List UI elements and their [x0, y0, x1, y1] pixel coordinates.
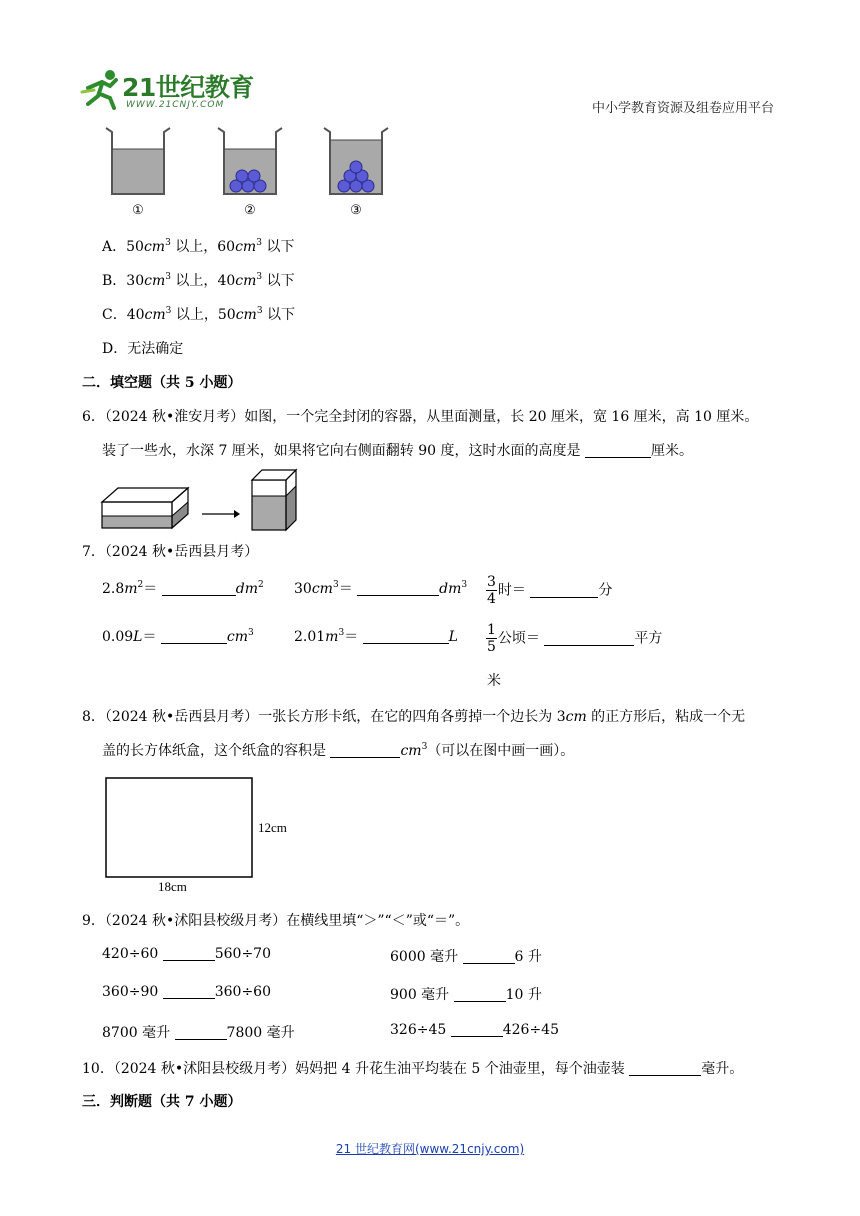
answer-blank[interactable]: [363, 629, 449, 644]
answer-blank[interactable]: [163, 946, 215, 961]
compare-right: 360÷60: [214, 984, 271, 1000]
compare-right: 426÷45: [502, 1022, 559, 1038]
beaker-label-2: ②: [244, 203, 256, 218]
answer-blank[interactable]: [451, 1022, 503, 1037]
unit: cm: [235, 239, 257, 255]
answer-blank[interactable]: [163, 984, 215, 999]
exponent: 3: [338, 628, 345, 638]
q9-item-6: [390, 1022, 559, 1038]
q9-item-5: [102, 1022, 295, 1042]
answer-blank[interactable]: [585, 443, 651, 458]
q6-text: 装了一些水，水深 7 厘米，如果将它向右侧面翻转 90 度，这时水面的高度是: [102, 443, 585, 459]
exponent: 3: [461, 580, 468, 590]
answer-blank[interactable]: [330, 743, 400, 758]
item-text: 时＝: [497, 582, 531, 599]
answer-blank[interactable]: [357, 581, 439, 596]
unit: cm: [226, 629, 249, 645]
exponent: 3: [332, 580, 339, 590]
beaker-3: [324, 128, 388, 194]
logo-text: 21世纪教育: [122, 73, 254, 102]
q9-item-2: [390, 946, 542, 966]
q8-line-1: [82, 706, 745, 726]
value: 2.01: [294, 629, 326, 645]
site-logo: [80, 66, 254, 116]
compare-left: 8700 毫升: [102, 1025, 175, 1041]
exponent: 3: [165, 238, 171, 248]
equals: ＝: [143, 581, 162, 597]
compare-left: 420÷60: [102, 946, 163, 962]
rect-width-label: 18cm: [158, 879, 187, 894]
beaker-label-1: ①: [132, 203, 144, 218]
compare-left: 900 毫升: [390, 987, 454, 1003]
option-c: [102, 304, 295, 324]
compare-right: 10 升: [505, 987, 542, 1003]
q8-text: 的正方形后，粘成一个无: [586, 709, 746, 725]
q10-line: [82, 1058, 743, 1078]
compare-right: 6 升: [514, 949, 542, 965]
unit: cm: [144, 273, 166, 289]
equals: ＝: [344, 629, 363, 645]
equals: ＝: [142, 629, 161, 645]
value: 0.09: [102, 629, 134, 645]
q8-line-2: [102, 740, 574, 760]
q8-text: 盖的长方体纸盒，这个纸盒的容积是: [102, 743, 331, 759]
unit: cm: [143, 239, 166, 255]
exponent: 3: [165, 272, 171, 282]
unit: L: [448, 629, 458, 645]
q7-item-1: [102, 578, 264, 598]
beaker-label-3: ③: [350, 203, 362, 218]
option-value: 40: [126, 307, 145, 323]
answer-blank[interactable]: [530, 583, 598, 598]
option-text: 以下: [262, 273, 295, 289]
q8-text: 8．（2024 秋•岳西县月考）一张长方形卡纸，在它的四角各剪掉一个边长为 3: [82, 709, 566, 725]
cardboard-rectangle: [106, 778, 252, 877]
platform-title: 中小学教育资源及组卷应用平台: [591, 101, 774, 116]
beaker-1: [106, 128, 170, 194]
q6-line-1: 6．（2024 秋•淮安月考）如图，一个完全封闭的容器，从里面测量，长 20 厘米，宽 16 厘米，高 10 厘米。: [82, 409, 759, 425]
answer-blank[interactable]: [629, 1061, 701, 1076]
exponent: 3: [256, 306, 263, 316]
option-text: 无法确定: [127, 341, 184, 357]
denominator: 4: [487, 591, 496, 607]
compare-left: 360÷90: [102, 984, 163, 1000]
section-3-title: 三．判断题（共 7 小题）: [82, 1094, 242, 1110]
option-text: 以上，: [170, 273, 218, 289]
option-a: [102, 236, 294, 256]
q7-item-4: [102, 626, 254, 646]
answer-blank[interactable]: [162, 581, 236, 596]
q10-unit-text: 毫升。: [701, 1061, 744, 1077]
q7-item-5: [294, 626, 458, 646]
q9-item-1: [102, 946, 271, 962]
option-text: 以上，: [170, 239, 218, 255]
exponent: 3: [248, 628, 254, 638]
q7-item-6-tail: 米: [487, 673, 501, 689]
logo-subtitle: WWW.21CNJY.COM: [126, 100, 225, 110]
unit: cm: [565, 709, 587, 725]
unit: m: [124, 581, 138, 597]
option-b: [102, 270, 295, 290]
option-text: 以上，: [171, 307, 218, 323]
q9-item-4: [390, 984, 542, 1004]
footer: [0, 1140, 860, 1157]
q7-item-3: [486, 574, 612, 607]
option-d: [102, 338, 183, 358]
q10-text: 10．（2024 秋•沭阳县校级月考）妈妈把 4 升花生油平均装在 5 个油壶里，每个油壶装: [82, 1061, 630, 1077]
section-2-title: 二．填空题（共 5 小题）: [82, 375, 242, 391]
exponent: 2: [137, 580, 144, 590]
beakers-figure: [100, 124, 400, 220]
option-value: 50: [126, 239, 144, 255]
option-letter: C．: [102, 307, 127, 323]
option-text: 以下: [262, 307, 295, 323]
option-text: 以下: [261, 239, 295, 255]
compare-left: 6000 毫升: [390, 949, 463, 965]
value: 30: [294, 581, 312, 597]
exponent: 3: [165, 306, 172, 316]
fraction: [486, 574, 497, 607]
unit: L: [133, 629, 143, 645]
q6-line-2: [102, 440, 693, 460]
q9-heading: 9．（2024 秋•沭阳县校级月考）在横线里填“＞”“＜”或“＝”。: [82, 913, 470, 929]
unit: m: [325, 629, 339, 645]
unit: cm: [400, 743, 422, 759]
unit: cm: [235, 307, 257, 323]
standing-box: [252, 470, 296, 530]
answer-blank[interactable]: [175, 1025, 227, 1040]
exponent: 3: [256, 272, 263, 282]
denominator: 5: [487, 639, 496, 655]
option-value: 50: [217, 307, 236, 323]
q6-unit-text: 厘米。: [650, 443, 693, 459]
option-value: 40: [217, 273, 236, 289]
arrow-right-icon: [202, 510, 240, 518]
container-rotation-figure: [100, 464, 300, 532]
footer-link[interactable]: 21 世纪教育网(www.21cnjy.com): [335, 1142, 525, 1156]
unit: cm: [235, 273, 257, 289]
q8-text: （可以在图中画一画）。: [427, 743, 575, 759]
fraction: [486, 622, 497, 655]
rect-height-label: 12cm: [258, 820, 287, 835]
equals: ＝: [338, 581, 358, 597]
unit: cm: [144, 307, 166, 323]
q7-item-6: [486, 622, 662, 655]
option-letter: A．: [102, 239, 127, 255]
exponent: 2: [257, 580, 264, 590]
unit: 分: [598, 582, 613, 599]
answer-blank[interactable]: [463, 949, 515, 964]
item-text: 公顷＝: [497, 630, 545, 647]
compare-right: 560÷70: [214, 946, 271, 962]
answer-blank[interactable]: [544, 631, 634, 646]
answer-blank[interactable]: [454, 987, 506, 1002]
compare-right: 7800 毫升: [226, 1025, 295, 1041]
answer-blank[interactable]: [161, 629, 227, 644]
running-man-logo-icon: [80, 66, 126, 112]
option-letter: B．: [102, 273, 127, 289]
cardboard-rectangle-figure: [100, 772, 310, 896]
option-value: 60: [217, 239, 236, 255]
exponent: 3: [256, 238, 262, 248]
q9-item-3: [102, 984, 271, 1000]
unit: 平方: [634, 630, 663, 647]
unit: dm: [439, 581, 462, 597]
exponent: 3: [421, 742, 428, 752]
compare-left: 326÷45: [390, 1022, 451, 1038]
numerator: 3: [487, 574, 496, 590]
value: 2.8: [102, 581, 125, 597]
option-value: 30: [126, 273, 145, 289]
numerator: 1: [487, 622, 496, 638]
q7-heading: 7．（2024 秋•岳西县月考）: [82, 544, 259, 560]
beaker-2: [218, 128, 282, 194]
unit: dm: [235, 581, 258, 597]
q7-item-2: [294, 578, 467, 598]
option-letter: D．: [102, 341, 128, 357]
unit: cm: [311, 581, 333, 597]
lying-box: [102, 488, 188, 528]
